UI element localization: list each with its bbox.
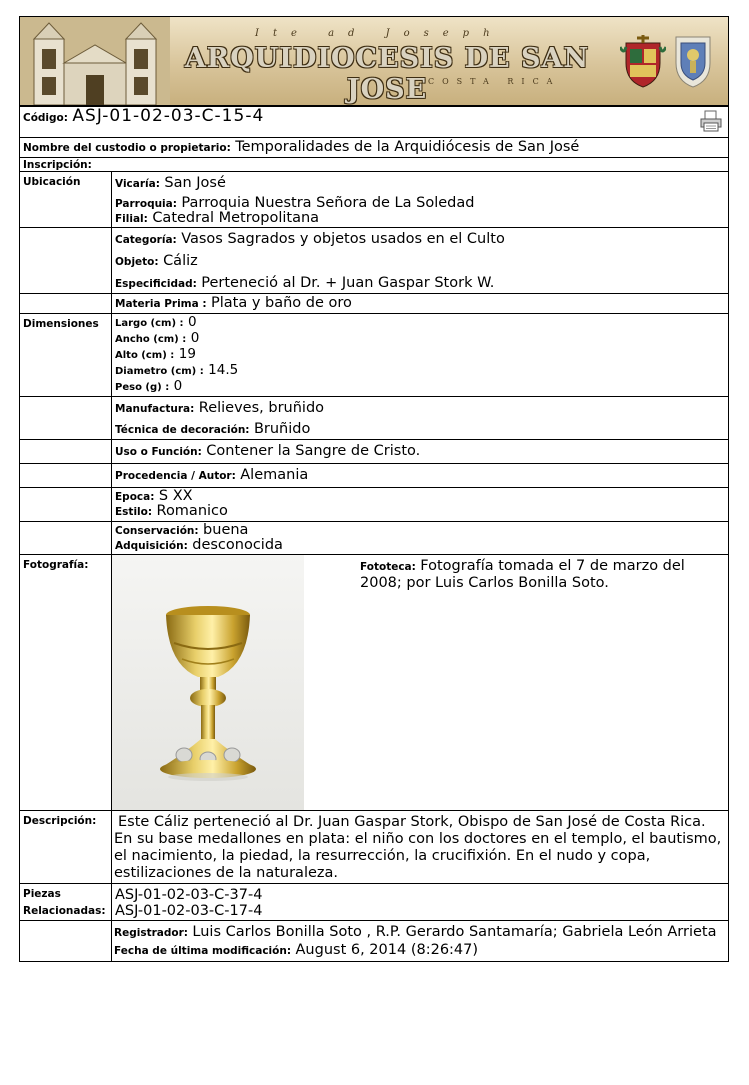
record-table — [19, 106, 729, 962]
photo-row — [20, 555, 729, 811]
specificity-value: Perteneció al Dr. + Juan Gaspar Stork W. — [201, 275, 495, 291]
description-label: Descripción: — [23, 815, 97, 827]
code-label: Código: — [23, 112, 68, 124]
custodian-label: Nombre del custodio o propietario: — [23, 142, 231, 154]
modified-value: August 6, 2014 (8:26:47) — [295, 942, 479, 958]
header-motto: Ite ad Joseph — [255, 28, 504, 39]
diameter-label: Diametro (cm) : — [115, 366, 204, 377]
record-page — [19, 16, 729, 962]
vicaria-label: Vicaría: — [115, 178, 160, 190]
material-value: Plata y baño de oro — [211, 295, 352, 311]
description-row — [20, 811, 729, 884]
technique-label: Técnica de decoración: — [115, 424, 250, 436]
chalice-photo[interactable] — [112, 555, 304, 810]
filial-value: Catedral Metropolitana — [152, 210, 320, 226]
modified-label: Fecha de última modificación: — [114, 945, 292, 957]
filial-label: Filial: — [115, 213, 148, 225]
registrar-label: Registrador: — [114, 927, 188, 939]
technique-value: Bruñido — [253, 421, 311, 437]
registrar-value: Luis Carlos Bonilla Soto , R.P. Gerardo Santamaría; Gabriela León Arrieta — [192, 924, 717, 940]
printer-icon[interactable] — [699, 110, 723, 132]
manufacture-value: Relieves, bruñido — [198, 400, 325, 416]
width-value: 0 — [190, 330, 200, 346]
photo-credit — [304, 555, 728, 810]
manufacture-row — [20, 397, 729, 440]
height-label: Alto (cm) : — [115, 350, 175, 361]
custodian-row — [20, 138, 729, 158]
parroquia-label: Parroquia: — [115, 198, 177, 210]
width-label: Ancho (cm) : — [115, 334, 187, 345]
epoch-label: Epoca: — [115, 491, 155, 503]
description-text: Este Cáliz perteneció al Dr. Juan Gaspar Stork, Obispo de San José de Costa Rica. En su base medallones en plata: el niño con los doctores en el templo, el bautismo, el nacimiento, la piedad, la resurrección, la crucifixión. En el nudo y copa, estilizaciones de la naturaleza. — [114, 814, 722, 881]
related-label: Piezas Relacionadas: — [23, 888, 106, 917]
conservation-value: buena — [203, 522, 249, 538]
conservation-row — [20, 522, 729, 555]
inscription-row — [20, 158, 729, 172]
category-value: Vasos Sagrados y objetos usados en el Culto — [181, 231, 505, 247]
length-label: Largo (cm) : — [115, 318, 184, 329]
related-item[interactable]: ASJ-01-02-03-C-37-4 — [115, 887, 263, 903]
header-banner — [19, 16, 729, 106]
use-value: Contener la Sangre de Cristo. — [206, 443, 421, 459]
acquisition-value: desconocida — [192, 537, 283, 553]
header-title: ARQUIDIOCESIS DE SAN JOSE — [184, 43, 590, 105]
origin-label: Procedencia / Autor: — [115, 470, 236, 482]
epoch-value: S XX — [158, 488, 193, 504]
related-row — [20, 884, 729, 921]
location-label: Ubicación — [23, 176, 81, 188]
weight-label: Peso (g) : — [115, 382, 170, 393]
epoch-row — [20, 488, 729, 522]
material-label: Materia Prima : — [115, 298, 207, 310]
category-label: Categoría: — [115, 234, 177, 246]
vicaria-value: San José — [164, 175, 226, 191]
header-subtitle: COSTA RICA — [428, 77, 561, 86]
code-value: ASJ-01-02-03-C-15-4 — [72, 106, 265, 126]
style-value: Romanico — [156, 503, 228, 519]
specificity-label: Especificidad: — [115, 278, 197, 290]
coat-of-arms-icon — [620, 33, 666, 89]
use-row — [20, 440, 729, 464]
object-value: Cáliz — [163, 253, 198, 269]
origin-row — [20, 464, 729, 488]
inscription-label: Inscripción: — [23, 159, 92, 171]
location-row — [20, 172, 729, 228]
related-item[interactable]: ASJ-01-02-03-C-17-4 — [115, 903, 263, 919]
parroquia-value: Parroquia Nuestra Señora de La Soledad — [181, 195, 475, 211]
use-label: Uso o Función: — [115, 446, 202, 458]
origin-value: Alemania — [240, 467, 309, 483]
object-label: Objeto: — [115, 256, 159, 268]
category-row — [20, 228, 729, 294]
custodian-value: Temporalidades de la Arquidiócesis de San José — [235, 139, 580, 155]
dimensions-label: Dimensiones — [23, 318, 99, 330]
manufacture-label: Manufactura: — [115, 403, 195, 415]
acquisition-label: Adquisición: — [115, 540, 188, 552]
height-value: 19 — [178, 346, 196, 362]
conservation-label: Conservación: — [115, 525, 199, 537]
chalice-image — [112, 555, 304, 810]
style-label: Estilo: — [115, 506, 153, 518]
photo-label: Fotografía: — [23, 559, 89, 571]
length-value: 0 — [187, 314, 197, 330]
shield-icon — [673, 31, 713, 89]
material-row — [20, 294, 729, 314]
cathedral-image — [20, 17, 170, 105]
fototeca-value: Fotografía tomada el 7 de marzo del 2008; por Luis Carlos Bonilla Soto. — [360, 558, 685, 591]
registrar-row — [20, 921, 729, 962]
code-row — [20, 107, 729, 138]
fototeca-label: Fototeca: — [360, 561, 416, 573]
diameter-value: 14.5 — [208, 362, 239, 378]
weight-value: 0 — [173, 378, 183, 394]
dimensions-row — [20, 314, 729, 397]
